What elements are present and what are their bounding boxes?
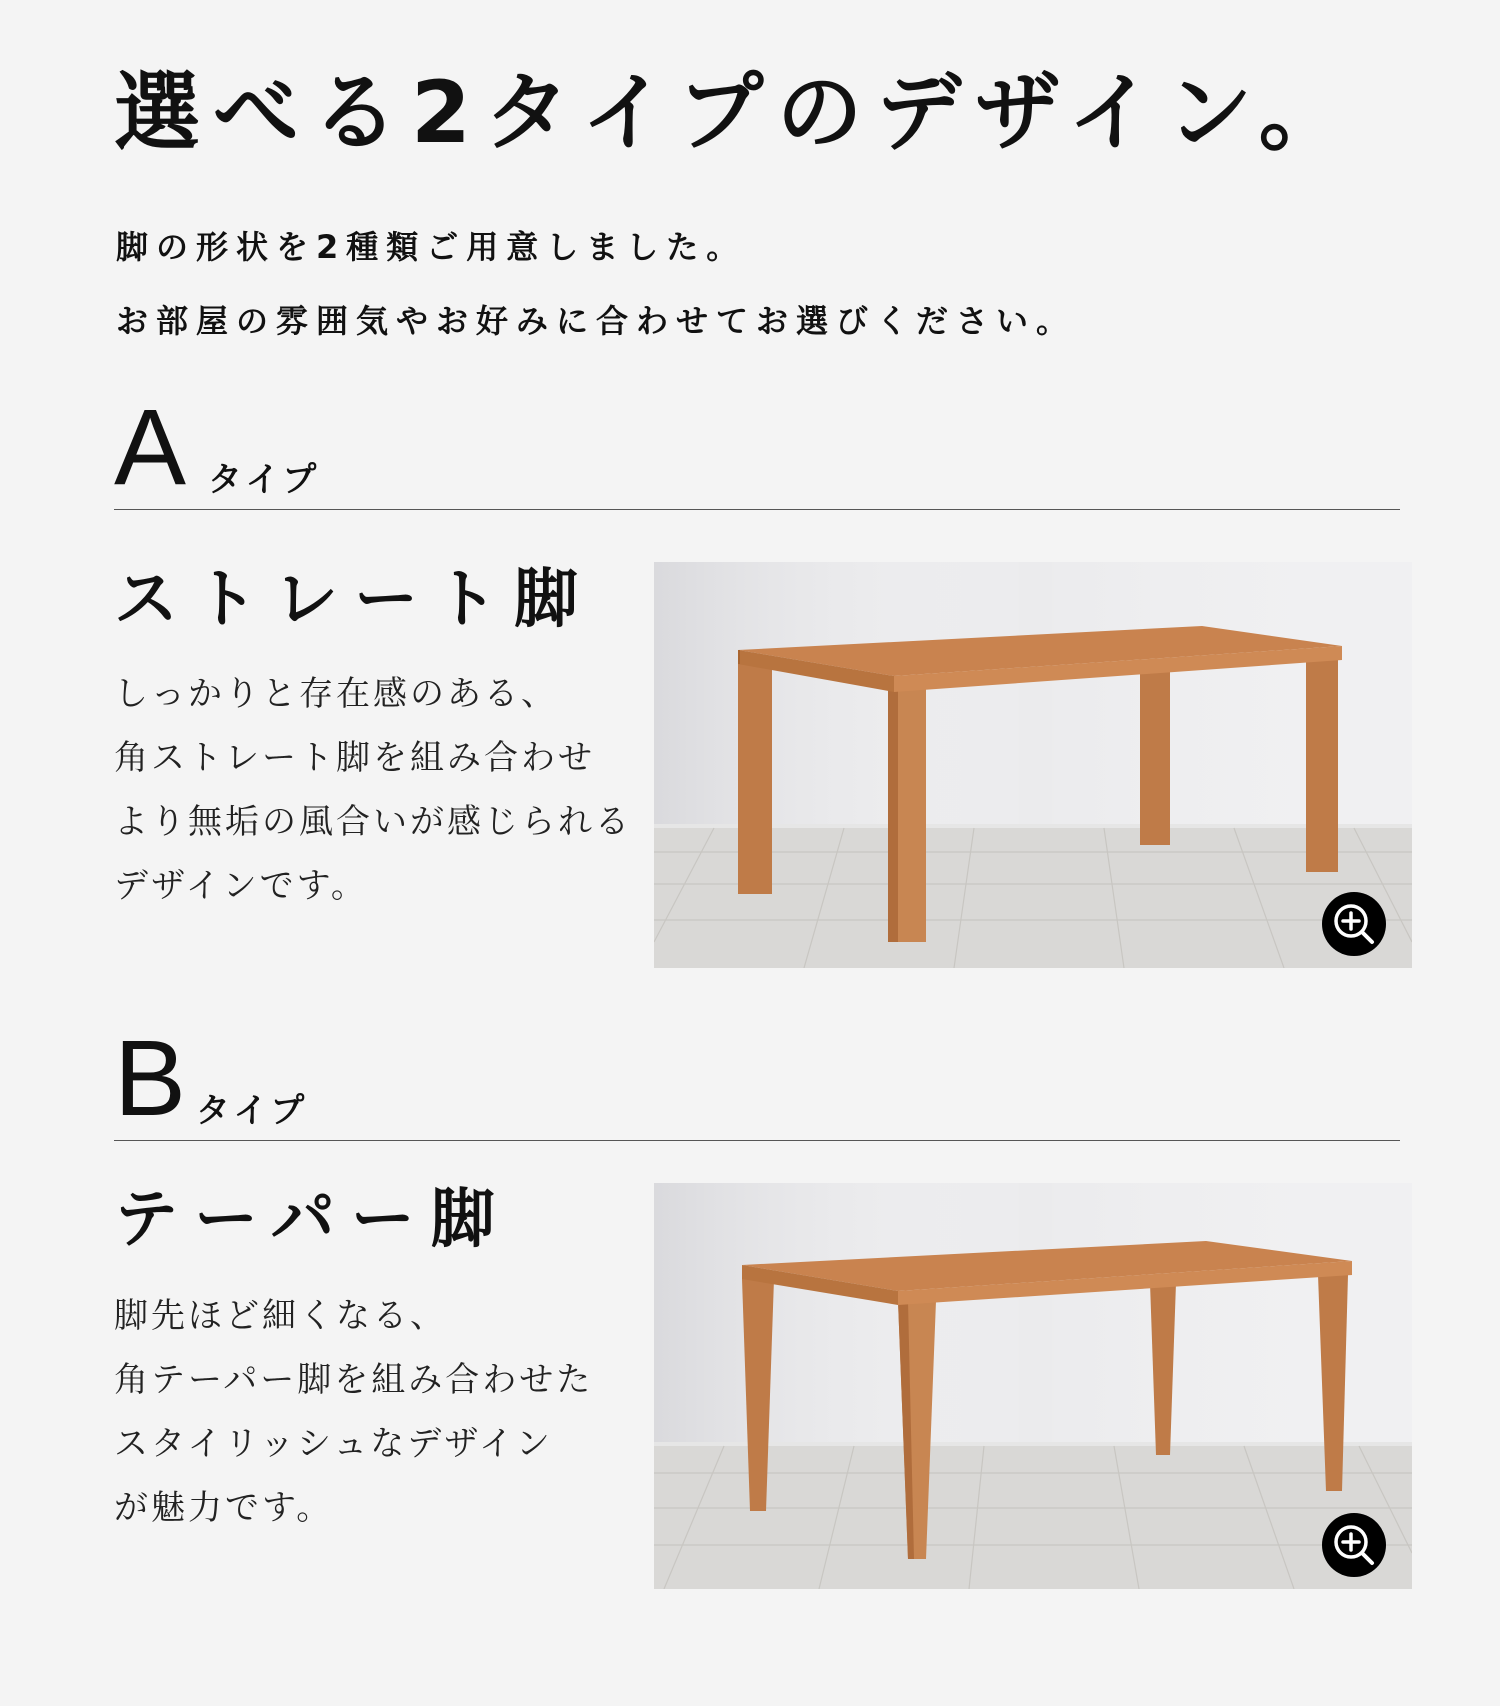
type-a-desc-line: より無垢の風合いが感じられる [114,802,632,842]
type-b-letter: B [114,1017,187,1138]
type-b-heading [114,1017,1400,1141]
tapered-leg-table-image [654,1183,1412,1589]
type-b-table-photo[interactable] [654,1183,1412,1589]
intro-text [116,210,1076,358]
straight-leg-table-image [654,562,1412,968]
intro-line-2: お部屋の雰囲気やお好みに合わせてお選びください。 [116,302,1077,340]
type-a-suffix: タイプ [208,460,321,500]
type-a-leg-name: ストレート脚 [114,563,594,637]
type-b-description [114,1284,593,1540]
zoom-in-icon [1322,892,1386,956]
type-a-desc-line: しっかりと存在感のある、 [114,674,558,714]
type-b-desc-line: 角テーパー脚を組み合わせた [114,1360,594,1400]
intro-line-1: 脚の形状を2種類ご用意しました。 [116,228,747,266]
type-b-leg-name: テーパー脚 [114,1183,511,1257]
type-b-suffix: タイプ [196,1091,309,1131]
type-a-table-photo[interactable] [654,562,1412,968]
zoom-in-icon [1322,1513,1386,1577]
type-a-zoom-button[interactable] [1322,892,1386,956]
type-b-desc-line: 脚先ほど細くなる、 [114,1296,447,1336]
type-a-desc-line: デザインです。 [114,866,368,906]
type-b-zoom-button[interactable] [1322,1513,1386,1577]
page-title: 選べる2タイプのデザイン。 [114,63,1358,163]
type-b-desc-line: スタイリッシュなデザイン [114,1424,553,1464]
type-b-desc-line: が魅力です。 [114,1488,334,1528]
type-a-heading [114,386,1400,510]
type-a-desc-line: 角ストレート脚を組み合わせ [114,738,595,778]
type-a-description [114,662,632,918]
type-a-letter: A [114,386,187,507]
